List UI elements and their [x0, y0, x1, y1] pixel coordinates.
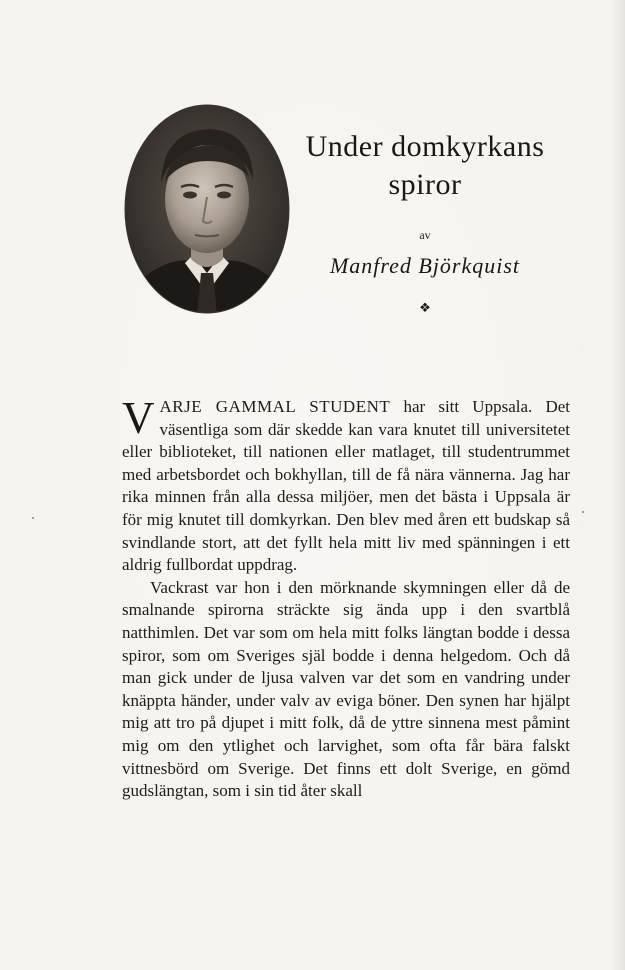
title-line-2: spiror: [388, 168, 462, 201]
paper-speck: [582, 511, 584, 513]
author-name: Manfred Björkquist: [329, 253, 521, 278]
title-block: [300, 128, 550, 316]
page-edge-shadow: [611, 0, 625, 970]
paper-speck: [32, 517, 34, 519]
article-body: [122, 393, 570, 803]
by-word: av: [419, 228, 431, 242]
title-line-1: Under domkyrkans: [305, 130, 545, 163]
ornament-icon: ❖: [419, 301, 431, 316]
paragraph-2: Vackrast var hon i den mörknande skymningen eller då de smalnande spirorna sträckte sig ända upp i den svartblå natthimlen. Det var som om hela mitt folks längtan bodde i dessa spiror, som om Sveriges själ bodde i denna helgedom. Och då man gick under de ljusa valven var det som en vandring under knäppta händer, under valv av eviga böner. Den synen har hjälpt mig att tro på djupet i mitt folk, då de yttre sinnena mest påmint mig om den ytlighet och larvighet, som ofta får bära falskt vittnesbörd om Sverige. Det finns ett dolt Sverige, en gömd gudslängtan, som i sin tid åter skall: [122, 577, 570, 801]
paragraph-1: [122, 393, 570, 577]
paragraph-1-text: har sitt Uppsala. Det väsentliga som där skedde kan vara knutet till universitetet eller biblioteket, till nationen eller matlaget, till studentrummet med arbetsbordet och bokhyllan, till de få nära vännerna. Jag har rika minnen från alla dessa miljöer, men det bästa i Uppsala är för mig knutet till domkyrkan. Den blev med åren ett budskap så svindlande stort, att det fyllt hela mitt liv med spänningen i ett aldrig fullbordat uppdrag.: [122, 397, 570, 575]
article-title: [300, 128, 550, 204]
portrait-photo-icon: [123, 103, 291, 315]
opening-caps: ARJE GAMMAL STUDENT: [159, 397, 391, 416]
drop-cap: V: [122, 393, 155, 443]
